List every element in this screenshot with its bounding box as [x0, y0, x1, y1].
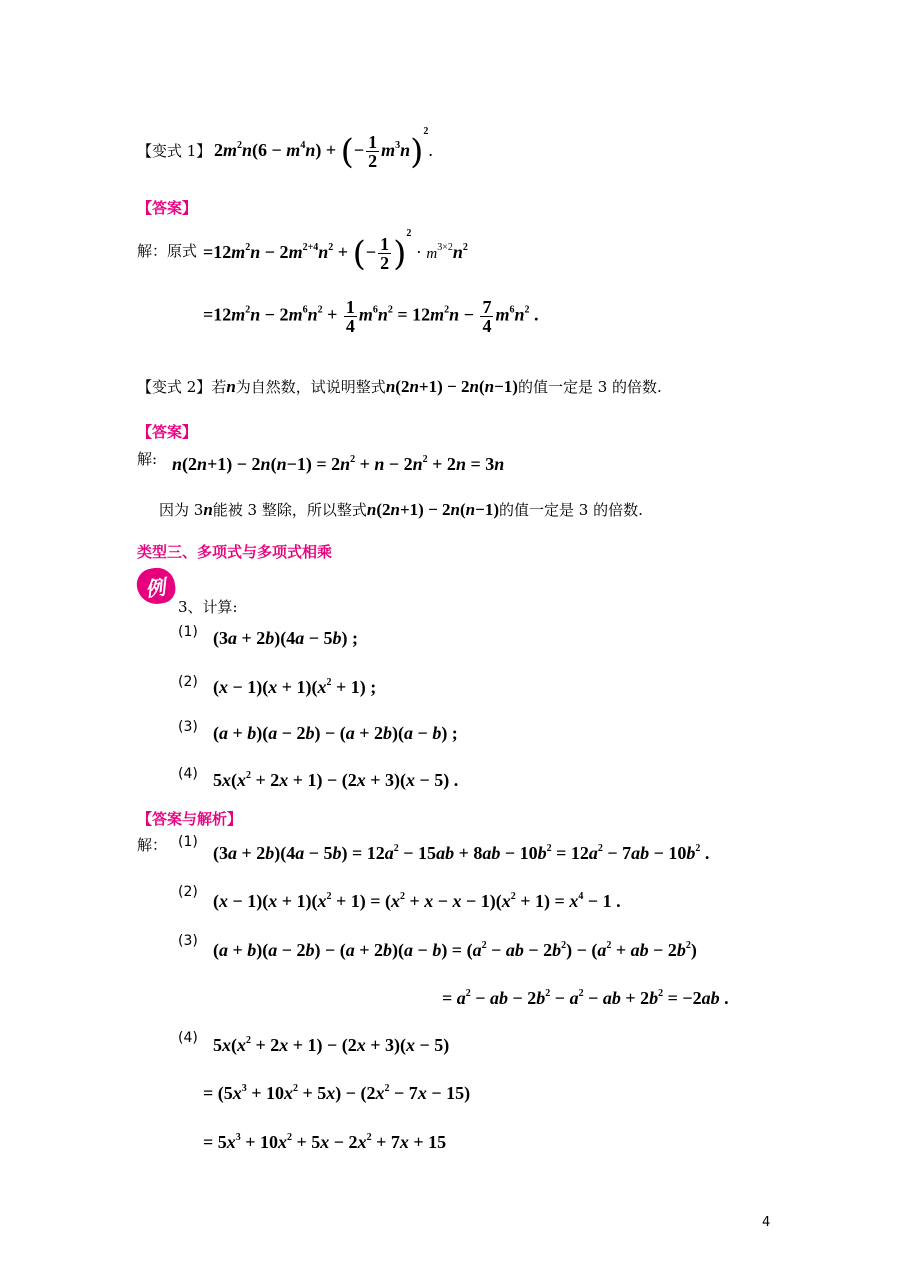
variant1-label: 【变式 1】 — [137, 142, 212, 160]
solution3-step4-line3: = $5x^3 + 10x^2 + 5x - 2x^2 + 7x + 15$ — [203, 1132, 447, 1152]
solution3-step2: $(x - 1)(x + 1)(x^2 + 1) = (x^2 + x - x - 1)(x^2 + 1) = x^4 - 1$ . — [213, 891, 621, 911]
solution2-text2: 能被 3 整除，所以整式 — [212, 501, 367, 519]
variant2-label: 【变式 2】 — [137, 378, 212, 396]
page-number: 4 — [762, 1215, 771, 1230]
section-title: 类型三、多项式与多项式相乘 — [137, 543, 333, 561]
answer2-header: 【答案】 — [137, 423, 198, 441]
example-badge: 例 — [135, 566, 178, 607]
variant1-expression: $2m^2n(6 - m^4n)$ + (− $\frac{1}{2}$ $m^3n)^2$. — [214, 126, 433, 172]
solution1-prefix: 解：原式 — [137, 242, 198, 260]
solution3-step4-line2: = $(5x^3 + 10x^2 + 5x) - (2x^2 - 7x - 15)$ — [203, 1083, 471, 1103]
solution2-var: n — [203, 500, 213, 519]
example-title: 3、计算: — [178, 598, 238, 616]
solution3-num: (4) — [178, 1030, 198, 1046]
example-item-num: (1) — [178, 624, 198, 640]
variant2-var: n — [226, 377, 236, 396]
variant2-statement: 【变式 2】若n为自然数，试说明整式n(2n+1) − 2n(n−1)的值一定是 3 的倍数. — [137, 377, 662, 396]
variant2-text2: 为自然数，试说明整式 — [235, 378, 386, 396]
solution2-because: 因为 3 — [159, 501, 204, 519]
solution3-num: (1) — [178, 834, 198, 850]
example-item-2: $(x - 1)(x + 1)(x^2 + 1)$ ; — [213, 677, 377, 697]
solution3-step3-cont: = $a^2$ − ab − $2b^2 - a^2$ − ab + $2b^2 = -2ab$ . — [442, 988, 729, 1008]
solution3-step3: $(a + b)(a - 2b) - (a + 2b)(a - b) = (a^2$ − ab − $2b^2) - (a^2$ + ab − $2b^2$) — [213, 940, 697, 960]
solution3-num: (2) — [178, 884, 198, 900]
solution2-line1: $n(2n+1) - 2n(n-1) = 2n^2 + n - 2n^2 + 2n = 3n$ — [172, 454, 505, 474]
example-item-num: (3) — [178, 719, 198, 735]
solution3-prefix: 解： — [137, 836, 168, 854]
solution3-step4: $5x(x^2 + 2x + 1) - (2x + 3)(x - 5)$ — [213, 1035, 450, 1055]
solution1-line2: $=12m^2n - 2m^6n^2$ + $\frac{1}{4}$ $m^6n^2 = 12m^2n$ − $\frac{7}{4}$ $m^6n^2$ . — [203, 297, 539, 336]
variant2-text1: 若 — [211, 378, 227, 396]
answer3-header: 【答案与解析】 — [137, 810, 243, 828]
solution2-conclusion: 因为 3n能被 3 整除，所以整式n(2n+1) − 2n(n−1)的值一定是 3 的倍数. — [159, 500, 643, 519]
solution3-step1: $(3a + 2b)(4a - 5b) = 12a^2 - 15ab + 8ab - 10b^2 = 12a^2 - 7ab - 10b^2$ . — [213, 843, 710, 863]
solution3-num: (3) — [178, 933, 198, 949]
example-item-num: (2) — [178, 674, 198, 690]
answer1-header: 【答案】 — [137, 199, 198, 217]
example-item-3: (a + b)(a − 2b) − (a + 2b)(a − b) ; — [213, 723, 458, 743]
example-item-4: $5x(x^2 + 2x + 1) - (2x + 3)(x - 5)$ . — [213, 770, 459, 790]
variant2-text3: 的值一定是 3 的倍数. — [517, 378, 662, 396]
solution1-line1: $=12m^2n - 2m^{2+4}n^2$ + (− $\frac{1}{2}$ )$^2 \cdot m^{3\times 2}n^2$ — [203, 228, 468, 274]
solution2-prefix: 解: — [137, 450, 158, 468]
example-item-num: (4) — [178, 766, 198, 782]
solution2-text3: 的值一定是 3 的倍数. — [499, 501, 643, 519]
example-item-1: (3a + 2b)(4a − 5b) ; — [213, 628, 359, 648]
